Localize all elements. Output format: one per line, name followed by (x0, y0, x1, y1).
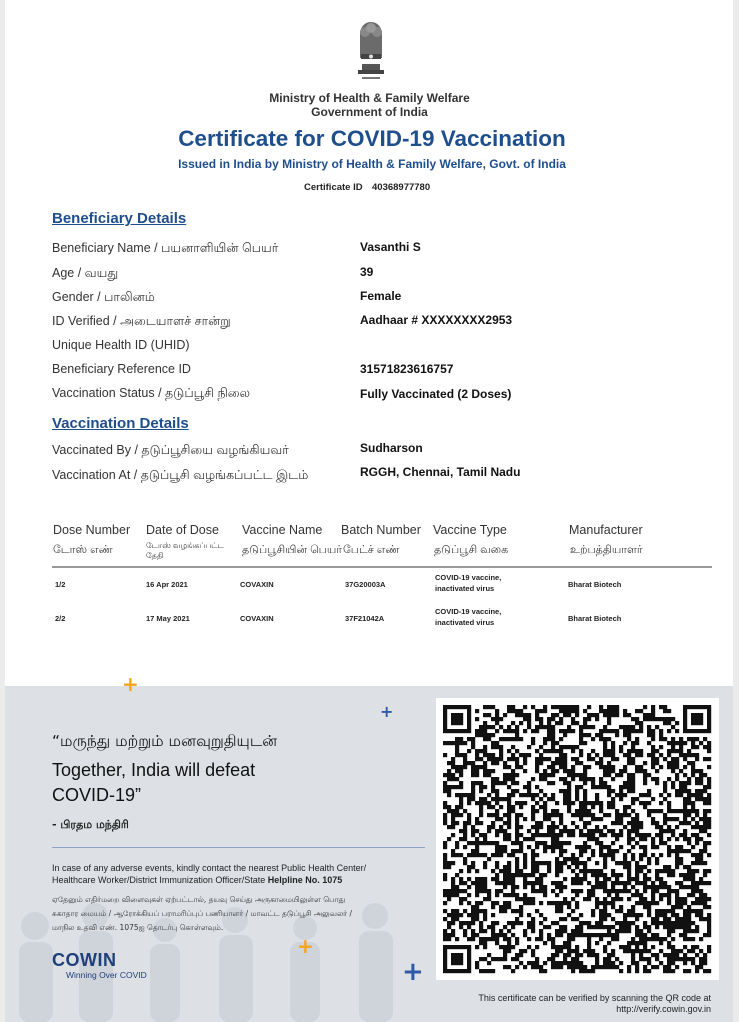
plus-icon: + (402, 957, 424, 987)
beneficiary-reference-id-label: Beneficiary Reference ID (52, 362, 191, 376)
quote-tamil: “மருந்து மற்றும் மனவுறுதியுடன் (52, 732, 278, 750)
age-label: Age / வயது (52, 266, 119, 280)
certificate-id-label: Certificate ID (304, 182, 363, 193)
tamil-note-line3: மாநில உதவி எண். 1075ஐ தொடர்பு கொள்ளவும். (52, 923, 224, 932)
beneficiary-details-heading: Beneficiary Details (52, 210, 187, 227)
adverse-event-note-line2 (52, 874, 432, 886)
plus-icon: + (297, 934, 314, 958)
quote-attribution: - பிரதம மந்திரி (52, 818, 129, 831)
vaccination-at-label: Vaccination At / தடுப்பூசி வழங்கப்பட்ட இடம் (52, 468, 309, 482)
table-header-dose-number: Dose Number (53, 523, 131, 537)
verification-note (440, 993, 711, 1015)
dose-2-manufacturer: Bharat Biotech (568, 614, 622, 623)
issued-by: Issued in India by Ministry of Health & Family Welfare, Govt. of India (178, 157, 566, 171)
verification-note-line1: This certificate can be verified by scanning the QR code at (478, 993, 711, 1003)
government-name: Government of India (311, 105, 428, 119)
state-emblem-icon (348, 18, 394, 84)
dose-1-type-line2: inactivated virus (435, 584, 495, 593)
dose-1-date: 16 Apr 2021 (146, 580, 188, 589)
table-header-vaccine-name: Vaccine Name (242, 523, 323, 537)
beneficiary-name-label: Beneficiary Name / பயனாளியின் பெயர் (52, 241, 279, 255)
vaccinated-by-label: Vaccinated By / தடுப்பூசியை வழங்கியவர் (52, 443, 289, 457)
age-value: 39 (360, 265, 374, 279)
id-verified-value: Aadhaar # XXXXXXXX2953 (360, 313, 513, 327)
cowin-tagline: Winning Over COVID (66, 970, 147, 980)
qr-code[interactable] (436, 698, 719, 980)
vaccination-details-heading: Vaccination Details (52, 415, 189, 432)
table-header-manufacturer-ta: உற்பத்தியாளர் (570, 544, 643, 556)
dose-2-date: 17 May 2021 (146, 614, 190, 623)
beneficiary-reference-id-value: 31571823616757 (360, 362, 454, 376)
table-header-date-of-dose: Date of Dose (146, 523, 219, 537)
dose-2-number: 2/2 (55, 614, 66, 623)
plus-icon: + (122, 672, 139, 696)
table-header-vaccine-name-ta: தடுப்பூசியின் பெயர் (242, 544, 343, 556)
adverse-event-note (52, 862, 432, 886)
adverse-event-note-line1: In case of any adverse events, kindly contact the nearest Public Health Center/ (52, 863, 367, 873)
qr-code-frame (436, 698, 719, 980)
dose-1-number: 1/2 (55, 580, 66, 589)
dose-2-vaccine: COVAXIN (240, 614, 274, 623)
vaccinated-by-value: Sudharson (360, 441, 423, 455)
table-header-date-of-dose-ta: டோஸ் வழங்கப்பட்ட தேதி (146, 541, 224, 560)
quote-english (52, 758, 255, 808)
tamil-note-line1: ஏதேனும் எதிர்மறை விளைவுகள் ஏற்பட்டால், தயவு செய்து அருகாமையிலுள்ள பொது (52, 895, 346, 904)
id-verified-label: ID Verified / அடையாளச் சான்று (52, 314, 231, 328)
dose-1-batch: 37G20003A (345, 580, 386, 589)
dose-2-batch: 37F21042A (345, 614, 385, 623)
cowin-logo-text: COWIN (52, 950, 117, 970)
adverse-event-note-text: Healthcare Worker/District Immunization Officer/State (52, 875, 268, 885)
certificate-id-value: 40368977780 (372, 182, 431, 193)
vaccination-status-value: Fully Vaccinated (2 Doses) (360, 387, 512, 401)
quote-line-1: Together, India will defeat (52, 760, 256, 780)
plus-icon: + (380, 702, 394, 721)
dose-2-type-line1: COVID-19 vaccine, (435, 607, 502, 616)
beneficiary-name-value: Vasanthi S (360, 240, 421, 254)
verification-url[interactable]: http://verify.cowin.gov.in (616, 1004, 711, 1014)
gender-label: Gender / பாலினம் (52, 290, 155, 304)
adverse-event-note-tamil (52, 893, 432, 935)
helpline-number: Helpline No. 1075 (267, 875, 343, 885)
table-header-vaccine-type: Vaccine Type (433, 523, 507, 537)
ministry-name: Ministry of Health & Family Welfare (269, 91, 470, 105)
dose-1-type-line1: COVID-19 vaccine, (435, 573, 502, 582)
tamil-note-line2: சுகாதார மையம் / ஆரோக்கியப் பராமரிப்புப் பணியாளர் / மாவட்ட தடுப்பூசி அலுவலர் / (52, 909, 353, 918)
dose-2-type-line2: inactivated virus (435, 618, 495, 627)
quote-line-2: COVID-19” (52, 785, 142, 805)
dose-1-vaccine: COVAXIN (240, 580, 274, 589)
table-divider (52, 566, 712, 568)
table-header-dose-number-ta: டோஸ் எண் (53, 544, 113, 556)
table-header-batch-number-ta: பேட்ச் எண் (343, 544, 400, 556)
table-header-vaccine-type-ta: தடுப்பூசி வகை (434, 544, 509, 556)
cowin-logo (52, 950, 147, 980)
footer-divider (52, 847, 425, 848)
dose-1-manufacturer: Bharat Biotech (568, 580, 622, 589)
uhid-label: Unique Health ID (UHID) (52, 338, 190, 352)
certificate-title: Certificate for COVID-19 Vaccination (178, 126, 566, 151)
table-header-manufacturer: Manufacturer (569, 523, 643, 537)
gender-value: Female (360, 289, 402, 303)
vaccination-at-value: RGGH, Chennai, Tamil Nadu (360, 465, 521, 479)
vaccination-status-label: Vaccination Status / தடுப்பூசி நிலை (52, 386, 251, 400)
table-header-batch-number: Batch Number (341, 523, 421, 537)
